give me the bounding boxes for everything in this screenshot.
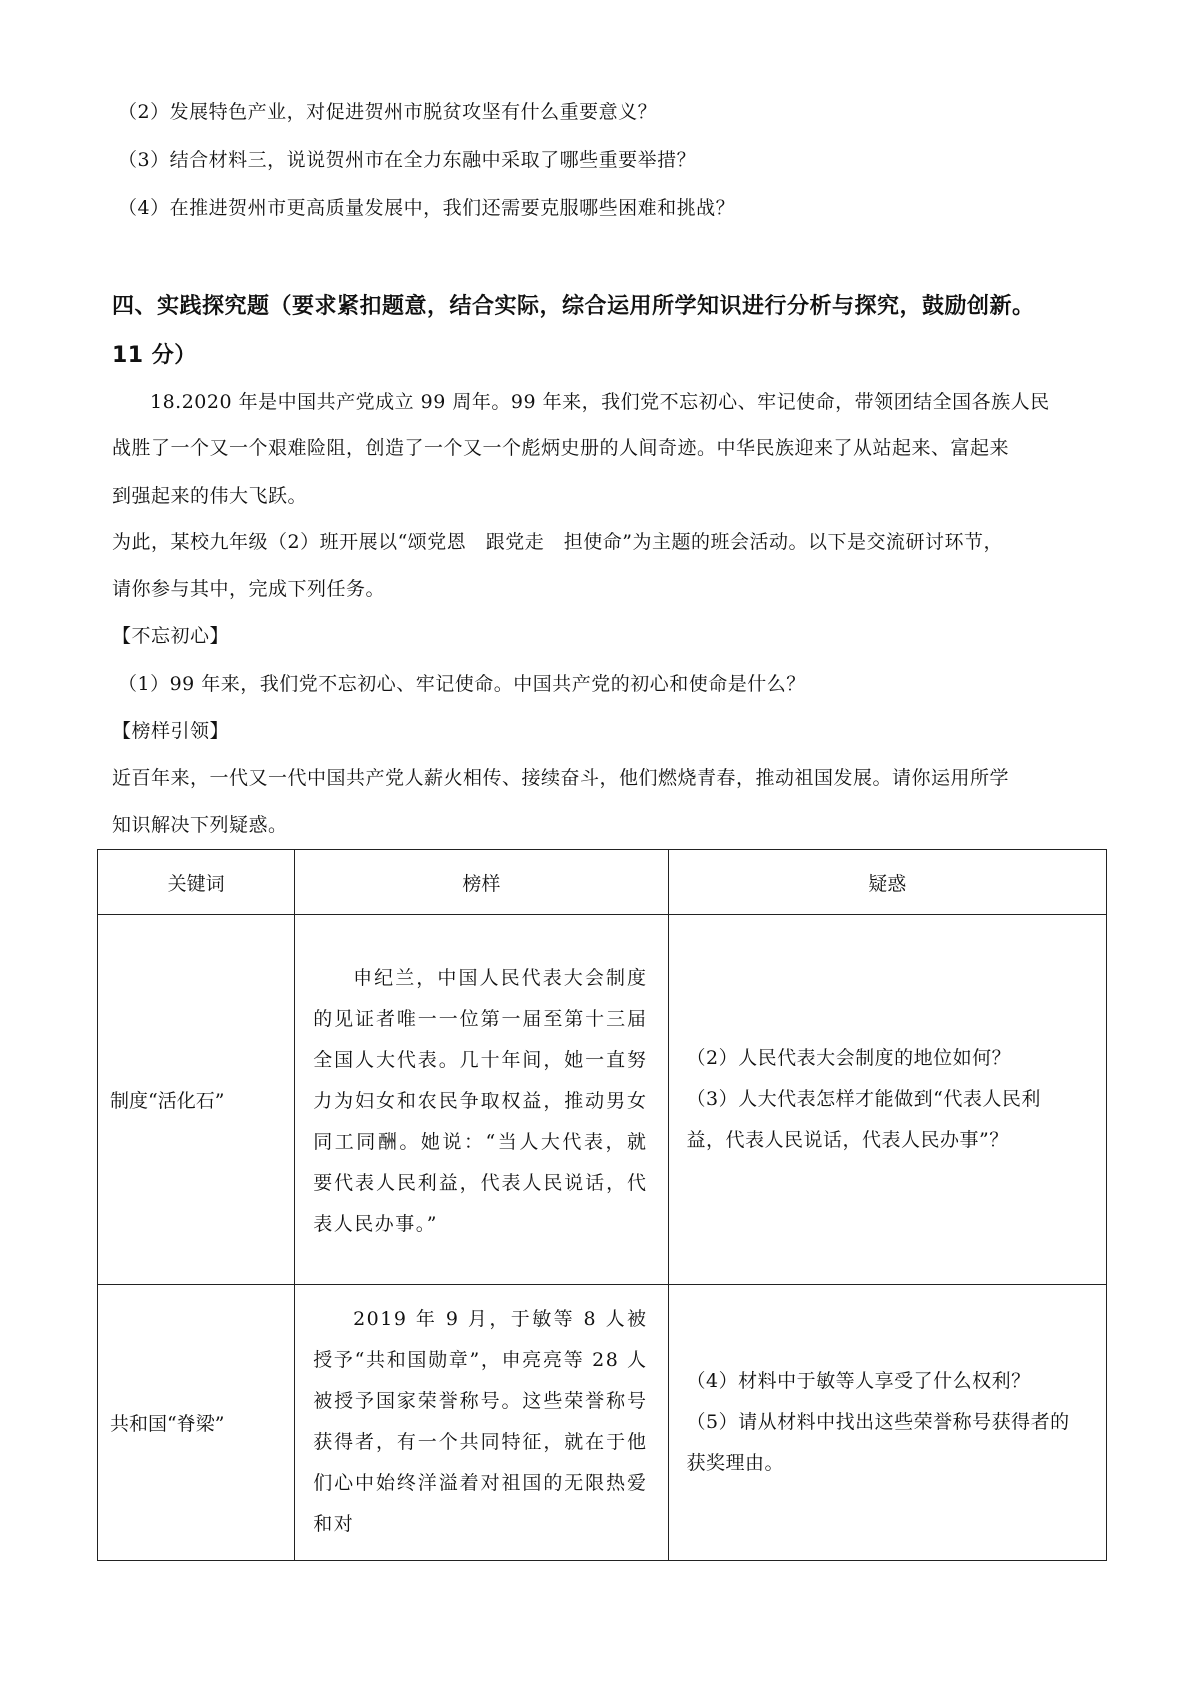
part2-title: 【榜样引领】	[112, 720, 230, 742]
part2-intro-line-2: 知识解决下列疑惑。	[112, 814, 288, 836]
question-3-prev: （3）结合材料三，说说贺州市在全力东融中采取了哪些重要举措？	[118, 149, 697, 171]
header-exemplar: 榜样	[295, 850, 668, 915]
exemplar-table	[97, 849, 1107, 1561]
question-item: （2）人民代表大会制度的地位如何？	[686, 1047, 1012, 1069]
keyword-cell: 共和国“脊梁”	[98, 1285, 295, 1561]
table-row	[98, 915, 1107, 1285]
question-4-prev: （4）在推进贺州市更高质量发展中，我们还需要克服哪些困难和挑战？	[118, 197, 736, 219]
section-heading-line2: 11 分）	[112, 343, 197, 368]
exemplar-cell	[295, 1285, 668, 1561]
q18-line-1: 18.2020 年是中国共产党成立 99 周年。99 年来，我们党不忘初心、牢记使命，带领团结全国各族人民	[150, 391, 1050, 413]
part1-question: （1）99 年来，我们党不忘初心、牢记使命。中国共产党的初心和使命是什么？	[118, 673, 806, 695]
questions-cell	[668, 915, 1106, 1285]
q18-line-2: 战胜了一个又一个艰难险阻，创造了一个又一个彪炳史册的人间奇迹。中华民族迎来了从站起来、富起来	[112, 437, 1010, 459]
exemplar-cell	[295, 915, 668, 1285]
exemplar-text: 2019 年 9 月，于敏等 8 人被授予“共和国勋章”，申亮亮等 28 人被授予国家荣誉称号。这些荣誉称号获得者，有一个共同特征，就在于他们心中始终洋溢着对祖国的无限热爱和对	[313, 1308, 648, 1534]
table-header-row	[98, 850, 1107, 915]
part2-intro-line-1: 近百年来，一代又一代中国共产党人薪火相传、接续奋斗，他们燃烧青春，推动祖国发展。请你运用所学	[112, 767, 1010, 789]
question-item: 获奖理由。	[686, 1452, 785, 1474]
keyword-cell: 制度“活化石”	[98, 915, 295, 1285]
exemplar-text: 申纪兰，中国人民代表大会制度的见证者唯一一位第一届至第十三届全国人大代表。几十年间，她一直努力为妇女和农民争取权益，推动男女同工同酬。她说：“当人大代表，就要代表人民利益，代表人民说话，代表人民办事。”	[313, 967, 648, 1235]
table-row	[98, 1285, 1107, 1561]
header-keyword: 关键词	[98, 850, 295, 915]
q18-line-3: 到强起来的伟大飞跃。	[112, 485, 308, 507]
questions-cell	[668, 1285, 1106, 1561]
question-item: （4）材料中于敏等人享受了什么权利？	[686, 1370, 1031, 1392]
part1-title: 【不忘初心】	[112, 625, 230, 647]
question-item: 益，代表人民说话，代表人民办事”？	[686, 1129, 1009, 1151]
q18-activity-line-1: 为此，某校九年级（2）班开展以“颂党恩 跟党走 担使命”为主题的班会活动。以下是交流研讨环节，	[112, 531, 1004, 553]
question-2-prev: （2）发展特色产业，对促进贺州市脱贫攻坚有什么重要意义？	[118, 101, 658, 123]
question-item: （3）人大代表怎样才能做到“代表人民利	[686, 1088, 1041, 1110]
section-heading-line1: 四、实践探究题（要求紧扣题意，结合实际，综合运用所学知识进行分析与探究，鼓励创新。	[112, 294, 1035, 319]
q18-activity-line-2: 请你参与其中，完成下列任务。	[112, 578, 386, 600]
question-item: （5）请从材料中找出这些荣誉称号获得者的	[686, 1411, 1070, 1433]
header-questions: 疑惑	[668, 850, 1106, 915]
